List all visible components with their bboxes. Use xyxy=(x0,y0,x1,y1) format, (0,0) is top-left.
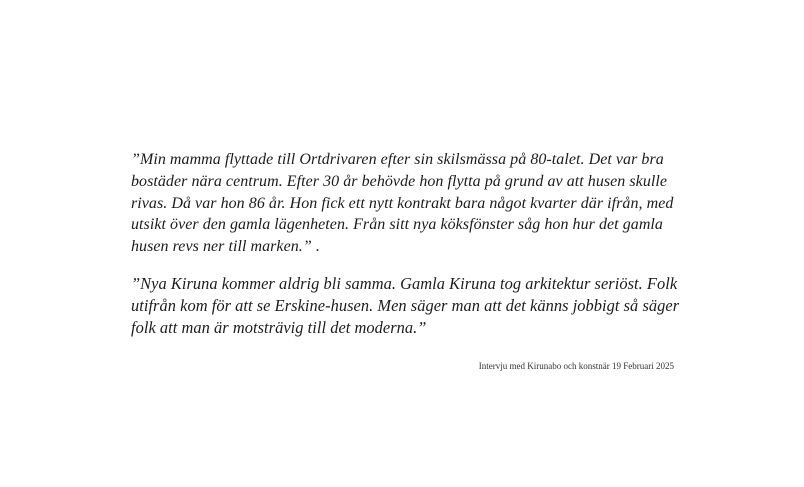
quote-paragraph-1 xyxy=(131,149,679,258)
quote-line: ”Nya Kiruna kommer aldrig bli samma. Gamla Kiruna tog arkitektur seriöst. Folk xyxy=(131,274,678,293)
quote-line: bostäder nära centrum. Efter 30 år behövde hon flytta på grund av att husen skulle xyxy=(131,172,668,190)
quote-line: ”Min mamma flyttade till Ortdrivaren efter sin skilsmässa på 80-talet. Det var bra xyxy=(131,151,664,168)
quote-line: utsikt över den gamla lägenheten. Från sitt nya köksfönster såg hon hur det gamla xyxy=(131,216,663,234)
quote-line: rivas. Då var hon 86 år. Hon fick ett nytt kontrakt bara något kvarter där ifrån, med xyxy=(131,194,674,212)
quote-paragraph-2 xyxy=(131,273,679,338)
interview-caption: Intervju med Kirunabo och konstnär 19 Februari 2025 xyxy=(478,361,674,371)
quote-line: folk att man är motsträvig till det moderna.” xyxy=(131,317,427,337)
quote-line: husen revs ner till marken.” . xyxy=(131,238,320,256)
quote-line: utifrån kom för att se Erskine-husen. Men säger man att det känns jobbigt så säger xyxy=(131,295,680,315)
